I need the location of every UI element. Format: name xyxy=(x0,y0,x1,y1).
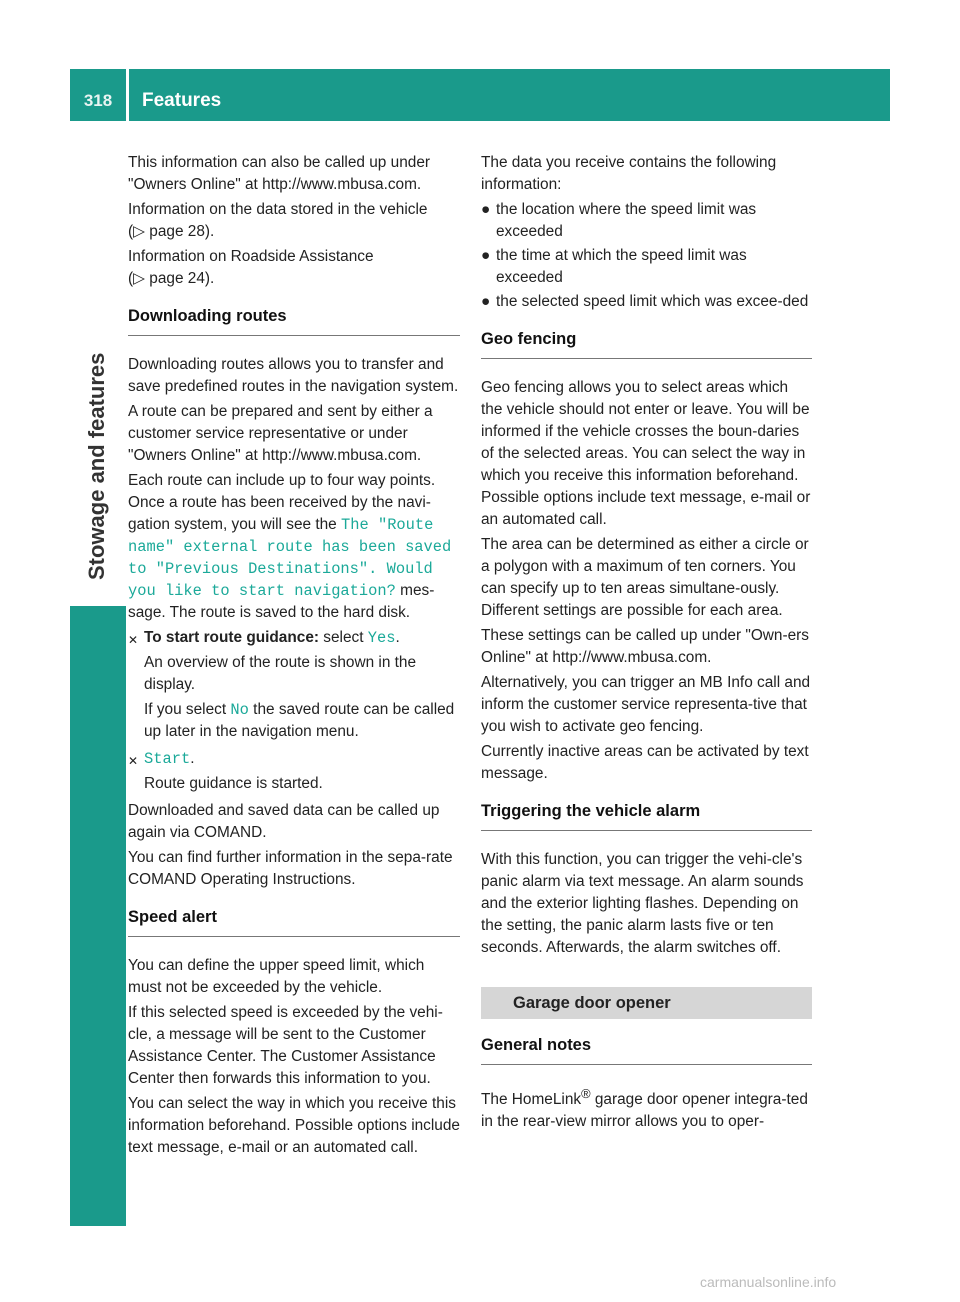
step-arrow-icon: ✕ xyxy=(128,633,139,647)
paragraph: Information on Roadside Assistance (▷ page 24). xyxy=(128,248,374,287)
page-number: 318 xyxy=(83,91,113,110)
start-option: Start xyxy=(144,750,191,768)
paragraph: If this selected speed is exceeded by the vehi-cle, a message will be sent to the Customer Assistance Center. The Customer Assistance Center then forwards this information to you. xyxy=(128,1004,443,1087)
paragraph: The data you receive contains the following information: xyxy=(481,154,777,193)
paragraph: Downloading routes allows you to transfer and save predefined routes in the navigation system. xyxy=(128,356,459,395)
footer-watermark: carmanualsonline.info xyxy=(700,1274,837,1290)
list-item: ● the selected speed limit which was excee-ded xyxy=(481,293,809,310)
step-arrow-icon: ✕ xyxy=(128,754,139,768)
yes-option: Yes xyxy=(367,629,396,647)
paragraph: With this function, you can trigger the vehi-cle's panic alarm via text message. An alarm sounds and the exterior lighting flashes. Depending on the setting, the panic alarm lasts five or ten seconds. Afterwards, the alarm switches off. xyxy=(481,851,804,956)
no-option: No xyxy=(230,701,249,719)
header-separator xyxy=(126,69,129,121)
heading-downloading-routes: Downloading routes xyxy=(128,305,460,336)
side-section-label: Stowage and features xyxy=(84,352,109,580)
page-ref-icon: ▷ xyxy=(133,223,145,240)
paragraph: The HomeLink® garage door opener integra-ted in the rear-view mirror allows you to oper- xyxy=(481,1086,808,1131)
paragraph: These settings can be called up under "Own-ers Online" at http://www.mbusa.com. xyxy=(481,627,809,666)
paragraph: Alternatively, you can trigger an MB Info call and inform the customer service representa-tive that you wish to activate geo fencing. xyxy=(481,674,811,735)
paragraph: You can define the upper speed limit, which must not be exceeded by the vehicle. xyxy=(128,957,425,996)
page-ref-icon: ▷ xyxy=(133,270,145,287)
paragraph: You can find further information in the sepa-rate COMAND Operating Instructions. xyxy=(128,849,453,888)
paragraph: Information on the data stored in the vehicle (▷ page 28). xyxy=(128,201,428,240)
list-item: ● the time at which the speed limit was exceeded xyxy=(481,247,747,286)
paragraph: Geo fencing allows you to select areas which the vehicle should not enter or leave. You will be informed if the vehicle crosses the boun-daries of the selected areas. You can select the way in which you receive this information beforehand. Possible options include text message, e-mail or an automated call. xyxy=(481,379,811,528)
display-message: The "Route name" external route has been saved to "Previous Destinations". Would you like to start navigation? xyxy=(128,516,452,600)
paragraph: Currently inactive areas can be activated by text message. xyxy=(481,743,809,782)
page-title: Features xyxy=(142,90,222,111)
heading-general-notes: General notes xyxy=(481,1034,812,1065)
paragraph: A route can be prepared and sent by either a customer service representative or under "Owners Online" at http://www.mbusa.com. xyxy=(128,403,433,464)
page-link[interactable]: page 28). xyxy=(149,223,215,240)
paragraph: Each route can include up to four way points. Once a route has been received by the navi-gation system, you will see the The "Route name" external route has been saved to "Previous Destinations". Would you like to start navigation? mes-sage. The route is saved to the hard disk. xyxy=(128,472,452,621)
list-item: ● the location where the speed limit was exceeded xyxy=(481,201,757,240)
side-accent-block xyxy=(70,606,126,1226)
step-start-guidance: ✕ To start route guidance: select Yes. An overview of the route is shown in the display. If you select No the saved route can be called up later in the navigation menu. xyxy=(128,627,460,746)
right-column xyxy=(481,152,812,1136)
section-heading-garage: Garage door opener xyxy=(481,987,812,1019)
paragraph: This information can also be called up under "Owners Online" at http://www.mbusa.com. xyxy=(128,154,431,193)
paragraph: The area can be determined as either a circle or a polygon with a maximum of ten corners. You can specify up to ten areas simultane-ously. Different settings are possible for each area. xyxy=(481,536,809,619)
left-column xyxy=(128,152,460,1162)
heading-speed-alert: Speed alert xyxy=(128,906,460,937)
step-start: ✕ Start. Route guidance is started. xyxy=(128,748,460,798)
heading-vehicle-alarm: Triggering the vehicle alarm xyxy=(481,800,812,831)
paragraph: You can select the way in which you receive this information beforehand. Possible options include text message, e-mail or an automated call. xyxy=(128,1095,460,1156)
page-link[interactable]: page 24). xyxy=(149,270,215,287)
paragraph: Downloaded and saved data can be called up again via COMAND. xyxy=(128,802,440,841)
heading-geo-fencing: Geo fencing xyxy=(481,328,812,359)
